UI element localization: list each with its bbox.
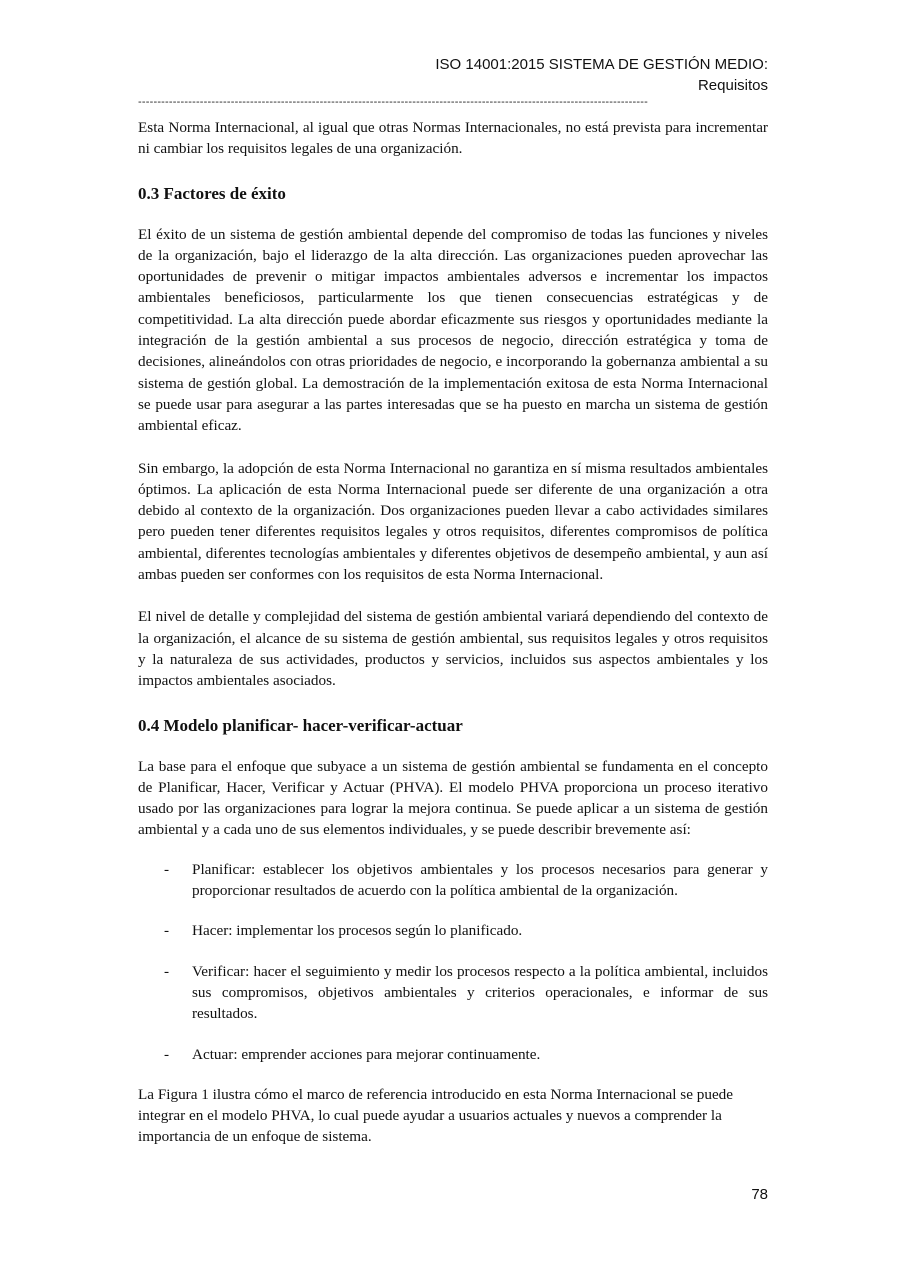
header-subtitle: Requisitos	[697, 77, 768, 94]
section-heading-0-4: 0.4 Modelo planificar- hacer-verificar-actuar	[138, 715, 463, 735]
running-header	[435, 54, 768, 96]
bullet-dash: -	[164, 1045, 170, 1063]
spacer	[138, 1065, 768, 1084]
bullet-dash: -	[164, 860, 170, 878]
list-item	[138, 961, 768, 1025]
spacer	[138, 692, 768, 714]
list-item	[138, 1044, 768, 1065]
list-item	[138, 920, 768, 941]
intro-paragraph: Esta Norma Internacional, al igual que otras Normas Internacionales, no está prevista para incrementar ni cambiar los requisitos legales de una organización.	[138, 119, 768, 158]
header-title: ISO 14001:2015 SISTEMA DE GESTIÓN MEDIO:	[435, 56, 768, 73]
bullet-dash: -	[164, 962, 170, 980]
page-number: 78	[751, 1186, 768, 1203]
header-divider: ------------------------------------------------------------------------------------------------------------------------------------	[138, 96, 648, 108]
section-0-4-closing: La Figura 1 ilustra cómo el marco de referencia introducido en esta Norma Internacional se puede integrar en el modelo PHVA, lo cual puede ayudar a usuarios actuales y nuevos a comprender la importancia de un enfoque de sistema.	[138, 1085, 734, 1146]
section-0-3-paragraph-1: El éxito de un sistema de gestión ambiental depende del compromiso de todas las funciones y niveles de la organización, bajo el liderazgo de la alta dirección. Las organizaciones pueden aprovechar las oportunidades de prevenir o mitigar impactos ambientales adversos e incrementar los impactos ambientales beneficiosos, particularmente los que tienen consecuencias estratégicas y de competitividad. La alta dirección puede abordar eficazmente sus riesgos y oportunidades mediante la integración de la gestión ambiental a sus procesos de negocio, dirección estratégica y toma de decisiones, alineándolos con otras prioridades de negocio, e incorporando la gobernanza ambiental a su sistema de gestión global. La demostración de la implementación exitosa de esta Norma Internacional se puede usar para asegurar a las partes interesadas que se ha puesto en marcha un sistema de gestión ambiental eficaz.	[138, 225, 768, 435]
list-item-text: Hacer: implementar los procesos según lo planificado.	[192, 922, 523, 940]
document-body	[138, 117, 768, 1148]
spacer	[138, 585, 768, 606]
section-heading-0-3: 0.3 Factores de éxito	[138, 183, 286, 203]
section-0-4-intro: La base para el enfoque que subyace a un sistema de gestión ambiental se fundamenta en el concepto de Planificar, Hacer, Verificar y Actuar (PHVA). El modelo PHVA proporciona un proceso iterativo usado por las organizaciones para lograr la mejora continua. Se puede aplicar a un sistema de gestión ambiental y a cada uno de sus elementos individuales, y se puede describir brevemente así:	[138, 757, 768, 839]
list-item-text: Verificar: hacer el seguimiento y medir los procesos respecto a la política ambiental, incluidos sus compromisos, objetivos ambientales y criterios operacionales, e informar de sus resultados.	[192, 962, 768, 1023]
spacer	[138, 738, 768, 756]
spacer	[138, 160, 768, 182]
bullet-dash: -	[164, 922, 170, 940]
spacer	[138, 841, 768, 859]
spacer	[138, 206, 768, 224]
section-0-3-paragraph-3: El nivel de detalle y complejidad del sistema de gestión ambiental variará dependiendo del contexto de la organización, el alcance de su sistema de gestión ambiental, sus requisitos legales y otros requisitos y la naturaleza de sus actividades, productos y servicios, incluidos sus aspectos ambientales y los impactos ambientales asociados.	[138, 608, 768, 690]
list-item	[138, 859, 768, 902]
phva-list	[138, 859, 768, 1065]
list-item-text: Planificar: establecer los objetivos ambientales y los procesos necesarios para generar y proporcionar resultados de acuerdo con la política ambiental de la organización.	[192, 860, 768, 900]
spacer	[138, 437, 768, 458]
section-0-3-paragraph-2: Sin embargo, la adopción de esta Norma Internacional no garantiza en sí misma resultados ambientales óptimos. La aplicación de esta Norma Internacional puede ser diferente de una organización a otra debido al contexto de la organización. Dos organizaciones pueden llevar a cabo actividades similares pero pueden tener diferentes requisitos legales y otros requisitos, diferentes compromisos de política ambiental, diferentes tecnologías ambientales y diferentes objetivos de desempeño ambiental, y aun así ambas pueden ser conformes con los requisitos de esta Norma Internacional.	[138, 459, 768, 584]
list-item-text: Actuar: emprender acciones para mejorar continuamente.	[192, 1045, 541, 1063]
